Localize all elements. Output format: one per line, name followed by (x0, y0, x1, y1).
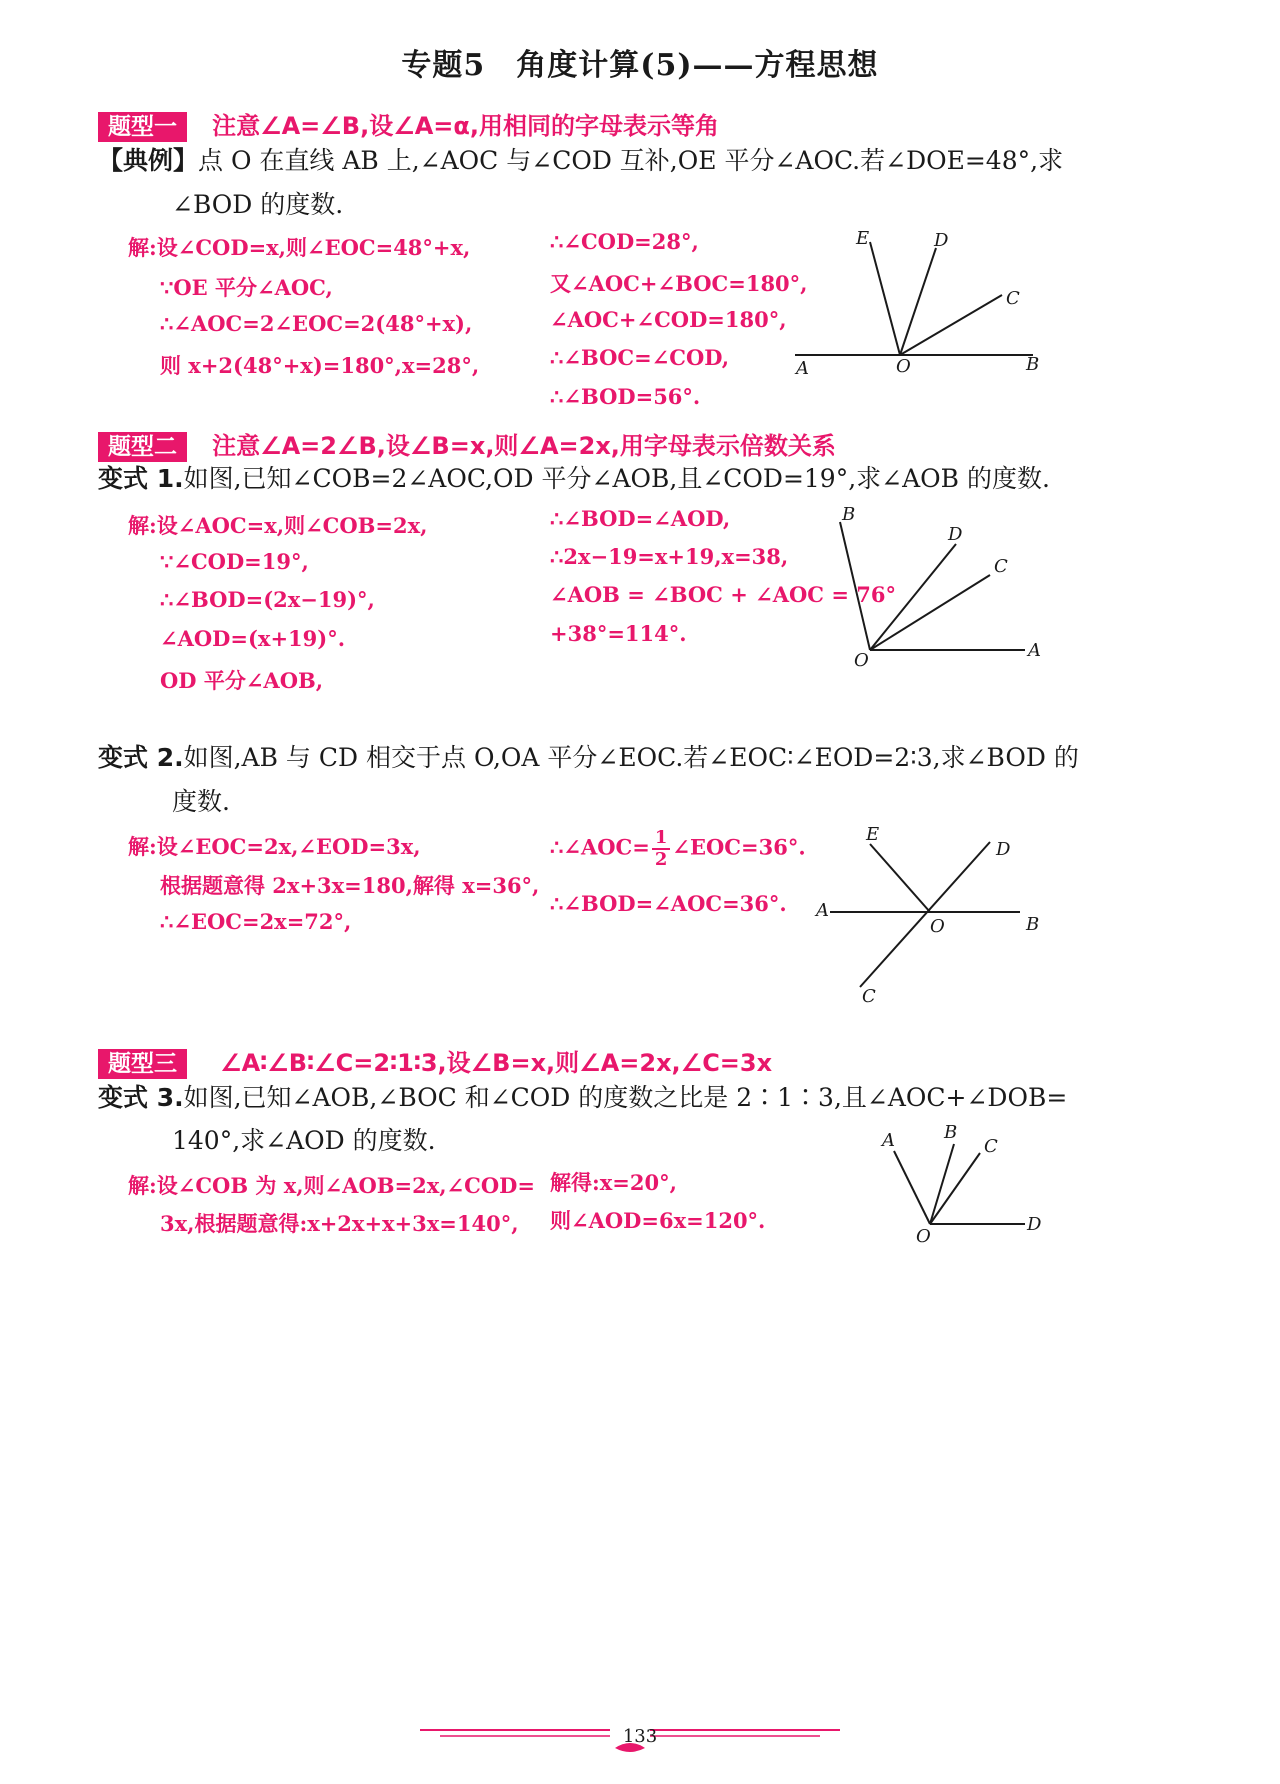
fig4-label-c: C (984, 1136, 998, 1157)
s1-sol-left-0: 解:设∠COD=x,则∠EOC=48°+x, (128, 235, 471, 260)
fig3-label-a: A (816, 900, 829, 921)
fig1-label-e: E (856, 228, 870, 249)
v1-sol-left-3: ∠AOD=(x+19)°. (160, 626, 346, 651)
v2-sol-right-0 (550, 828, 806, 870)
variant2-label: 变式 2. (98, 743, 184, 772)
problem-text: 点 O 在直线 AB 上,∠AOC 与∠COD 互补,OE 平分∠AOC.若∠DOE=48°,求 (198, 146, 1064, 175)
v1-sol-right-3: +38°=114°. (550, 621, 687, 646)
v1-sol-left-1: ∵∠COD=19°, (160, 549, 309, 574)
v3-sol-left-0: 解:设∠COB 为 x,则∠AOB=2x,∠COD= (128, 1173, 535, 1198)
variant3-label: 变式 3. (98, 1083, 184, 1112)
fig3-label-o: O (930, 916, 945, 937)
fig1-ray-oe (870, 242, 900, 355)
section1-problem-line1 (98, 137, 1063, 185)
fig1-label-a: A (796, 358, 809, 379)
fig3-label-d: D (996, 839, 1011, 860)
section1-tag: 题型一 (98, 112, 187, 142)
v2-sol-left-1: 根据题意得 2x+3x=180,解得 x=36°, (160, 873, 540, 898)
fig4-ray-ob (930, 1144, 954, 1224)
v3-sol-left-1: 3x,根据题意得:x+2x+x+3x=140°, (160, 1211, 519, 1236)
fig1-label-b: B (1026, 354, 1040, 375)
variant1-problem (98, 455, 1050, 503)
v2-sol-right-a: ∴∠AOC= (550, 834, 650, 860)
fig2-label-o: O (854, 650, 869, 671)
fig1-label-d: D (934, 230, 949, 251)
variant2-problem-line1 (98, 734, 1079, 782)
problem-label: 【典例】 (98, 146, 199, 175)
variant1-label: 变式 1. (98, 464, 184, 493)
variant2-problem-line2: 度数. (172, 787, 230, 816)
fig4-label-a: A (882, 1130, 895, 1151)
s1-sol-right-0: ∴∠COD=28°, (550, 229, 699, 254)
section1-header (98, 106, 719, 141)
s1-sol-left-1: ∵OE 平分∠AOC, (160, 275, 333, 300)
s1-sol-left-3: 则 x+2(48°+x)=180°,x=28°, (160, 353, 480, 378)
section2-desc: 注意∠A=2∠B,设∠B=x,则∠A=2x,用字母表示倍数关系 (212, 432, 836, 460)
fig3-label-b: B (1026, 914, 1040, 935)
fig3-label-c: C (862, 986, 876, 1007)
fig1-label-o: O (896, 356, 911, 377)
v3-sol-right-0: 解得:x=20°, (550, 1170, 677, 1195)
v1-sol-left-0: 解:设∠AOC=x,则∠COB=2x, (128, 513, 428, 538)
s1-sol-left-2: ∴∠AOC=2∠EOC=2(48°+x), (160, 311, 473, 336)
fig2-label-d: D (948, 524, 963, 545)
v2-sol-right-b: ∠EOC=36°. (672, 834, 806, 860)
frac-den: 2 (654, 849, 668, 870)
variant2-text: 如图,AB 与 CD 相交于点 O,OA 平分∠EOC.若∠EOC∶∠EOD=2∶3,求∠BOD 的 (183, 743, 1079, 772)
fig2-ray-od (870, 544, 956, 650)
variant3-problem-line1 (98, 1074, 1067, 1122)
fig3-ray-oe (870, 844, 930, 912)
fraction-half (652, 828, 671, 870)
page-number: 133 (622, 1726, 658, 1747)
s1-sol-right-2: ∠AOC+∠COD=180°, (550, 307, 787, 332)
v1-sol-right-0: ∴∠BOD=∠AOD, (550, 506, 731, 531)
figure-2 (830, 500, 1050, 675)
section3-tag: 题型三 (98, 1049, 187, 1079)
v1-sol-left-4: OD 平分∠AOB, (160, 668, 324, 693)
v2-sol-left-0: 解:设∠EOC=2x,∠EOD=3x, (128, 834, 421, 859)
fig2-ray-ob (840, 522, 870, 650)
fig4-label-d: D (1027, 1214, 1042, 1235)
fig3-label-e: E (866, 824, 880, 845)
figure-3 (810, 822, 1050, 1007)
section3-desc: ∠A∶∠B∶∠C=2∶1∶3,设∠B=x,则∠A=2x,∠C=3x (220, 1049, 773, 1077)
page-title: 专题5 角度计算(5)——方程思想 (401, 48, 879, 83)
figure-4 (870, 1118, 1050, 1248)
fig3-line-cd (860, 842, 990, 987)
figure-1 (790, 222, 1050, 392)
fig2-label-c: C (994, 556, 1008, 577)
fig1-label-c: C (1006, 288, 1020, 309)
section1-desc: 注意∠A=∠B,设∠A=α,用相同的字母表示等角 (212, 112, 720, 140)
s1-sol-right-1: 又∠AOC+∠BOC=180°, (550, 271, 808, 296)
fig1-ray-oc (900, 295, 1002, 355)
v1-sol-left-2: ∴∠BOD=(2x−19)°, (160, 587, 375, 612)
section3-header (98, 1043, 772, 1078)
s1-sol-right-3: ∴∠BOC=∠COD, (550, 345, 730, 370)
fig4-ray-oa (894, 1151, 930, 1224)
s1-sol-right-4: ∴∠BOD=56°. (550, 384, 701, 409)
fig1-ray-od (900, 248, 936, 355)
v1-sol-right-2: ∠AOB = ∠BOC + ∠AOC = 76° (550, 582, 896, 607)
frac-num: 1 (652, 828, 671, 850)
variant1-text: 如图,已知∠COB=2∠AOC,OD 平分∠AOB,且∠COD=19°,求∠AOB 的度数. (183, 464, 1050, 493)
v2-sol-right-1: ∴∠BOD=∠AOC=36°. (550, 891, 787, 916)
v3-sol-right-1: 则∠AOD=6x=120°. (550, 1208, 766, 1233)
fig2-ray-oc (870, 575, 990, 650)
v2-sol-left-2: ∴∠EOC=2x=72°, (160, 909, 352, 934)
fig2-label-b: B (842, 504, 856, 525)
v1-sol-right-1: ∴2x−19=x+19,x=38, (550, 544, 789, 569)
variant3-text: 如图,已知∠AOB,∠BOC 和∠COD 的度数之比是 2∶1∶3,且∠AOC+∠DOB= (183, 1083, 1068, 1112)
fig4-ray-oc (930, 1153, 980, 1224)
fig4-label-b: B (944, 1122, 958, 1143)
fig4-label-o: O (916, 1226, 931, 1247)
fig2-label-a: A (1028, 640, 1041, 661)
variant3-problem-line2: 140°,求∠AOD 的度数. (172, 1126, 436, 1155)
section1-problem-line2: ∠BOD 的度数. (172, 190, 344, 219)
section2-tag: 题型二 (98, 432, 187, 462)
